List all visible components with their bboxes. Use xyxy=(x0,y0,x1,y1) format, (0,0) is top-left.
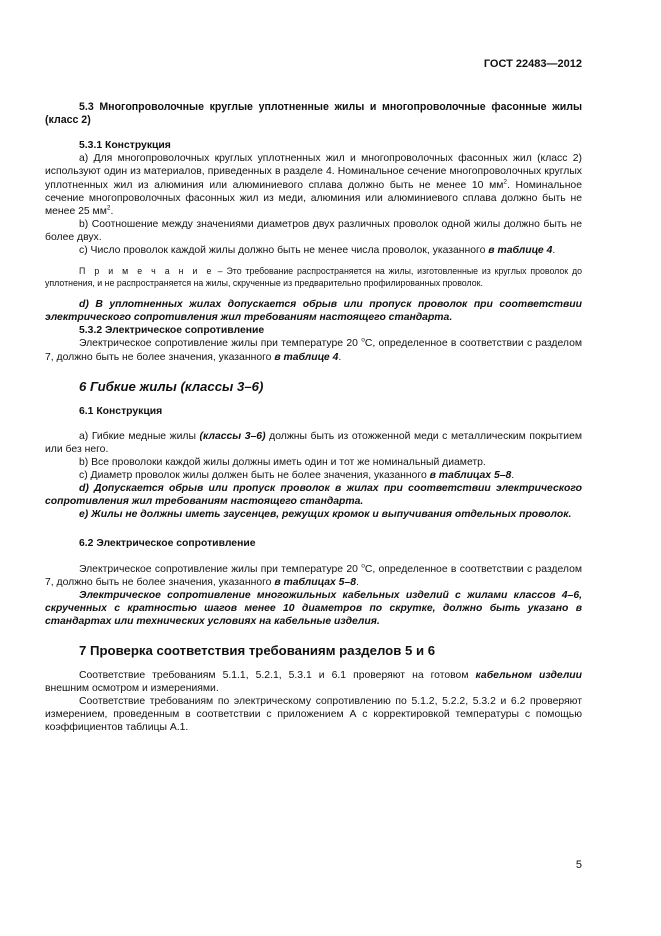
table-reference: в таблице 4 xyxy=(488,245,553,257)
paragraph-6-1-e: е) Жилы не должны иметь заусенцев, режущих кромок и выпучивания отдельных проволок. xyxy=(79,509,572,521)
note: П р и м е ч а н и е – Это требование распространяется на жилы, изготовленные из круглых проволок до уплотнения, и не распространяется на жилы, скрученные из предварительно профилированных проволок. xyxy=(45,266,582,288)
table-reference: в таблицах 5–8 xyxy=(429,470,512,482)
product-reference: кабельном изделии xyxy=(475,670,582,682)
table-reference: в таблицах 5–8 xyxy=(274,576,356,588)
classes-reference: (классы 3–6) xyxy=(199,430,266,442)
note-label: П р и м е ч а н и е xyxy=(79,266,214,277)
section-6-1-title: 6.1 Конструкция xyxy=(79,405,163,417)
paragraph-6-1-c: с) Диаметр проволок жилы должен быть не более значения, указанного в таблицах 5–8. xyxy=(79,470,515,482)
paragraph-6-1-d: d) Допускается обрыв или пропуск проволок в жилах при соответствии электрического сопротивления жил требованиям настоящего стандарта. xyxy=(45,483,582,508)
paragraph-6-2: Электрическое сопротивление жилы при температуре 20 $^о$С, определенное в соответствии с разделом 7, должно быть не более значения, указанного в таблицах 5–8. xyxy=(45,562,582,588)
paragraph-5-3-2: Электрическое сопротивление жилы при температуре 20 $^о$С, определенное в соответствии с разделом 7, должно быть не более значения, указанного в таблице 4. xyxy=(45,336,582,363)
paragraph-7-2: Соответствие требованиям по электрическому сопротивлению по 5.1.2, 5.2.2, 5.3.2 и 6.2 проверяют измерением, проведенным в соответствии с приложением А с корректировкой температуры с помощью коэффициентов таблицы А.1. xyxy=(45,696,582,734)
table-reference: в таблице 4 xyxy=(274,351,339,363)
paragraph-5-3-1-a: а) Для многопроволочных круглых уплотненных жил и многопроволочных фасонных жил (класс 2) используют один из материалов, приведенных в разделе 4. Номинальное сечение многопроволочных круглых уплотненных жил из алюминия или алюминиевого сплава должно быть не менее 10 $мм^2$. Номинальное сечение многопроволочных фасонных жил из меди, алюминия или алюминиевого сплава должно быть не менее 25 $мм^2$. xyxy=(45,153,582,217)
paragraph-6-2-requirement: Электрическое сопротивление многожильных кабельных изделий с жилами классов 4–6, скрученных с кратностью шагов менее 10 диаметров по скрутке, должно быть указано в стандартах или технических условиях на кабельные изделия. xyxy=(45,589,582,627)
section-6-2-title: 6.2 Электрическое сопротивление xyxy=(79,538,256,550)
paragraph-5-3-1-d: d) В уплотненных жилах допускается обрыв или пропуск проволок при соответствии электрического сопротивления жил требованиям настоящего стандарта. xyxy=(45,299,582,324)
section-5-3-title: 5.3 Многопроволочные круглые уплотненные жилы и многопроволочные фасонные жилы (класс 2) xyxy=(45,101,582,127)
paragraph-6-1-a: а) Гибкие медные жилы (классы 3–6) должны быть из отожженной меди с металлическим покрытием или без него. xyxy=(45,430,583,455)
paragraph-7-1: Соответствие требованиям 5.1.1, 5.2.1, 5.3.1 и 6.1 проверяют на готовом кабельном изделии внешним осмотром и измерениями. xyxy=(45,670,582,695)
paragraph-6-1-b: b) Все проволоки каждой жилы должны иметь один и тот же номинальный диаметр. xyxy=(79,456,486,468)
page-number: 5 xyxy=(575,859,582,871)
section-7-title: 7 Проверка соответствия требованиям разделов 5 и 6 xyxy=(79,643,436,658)
paragraph-5-3-1-c: с) Число проволок каждой жилы должно быть не менее числа проволок, указанного в таблице 4. xyxy=(79,245,556,257)
section-5-3-1-title: 5.3.1 Конструкция xyxy=(79,140,171,152)
paragraph-5-3-1-b: b) Соотношение между значениями диаметров двух различных проволок одной жилы должно быть не более двух. xyxy=(45,218,582,243)
section-5-3-2-title: 5.3.2 Электрическое сопротивление xyxy=(79,325,265,337)
section-6-title: 6 Гибкие жилы (классы 3–6) xyxy=(79,378,264,394)
document-code: ГОСТ 22483—2012 xyxy=(483,58,582,70)
